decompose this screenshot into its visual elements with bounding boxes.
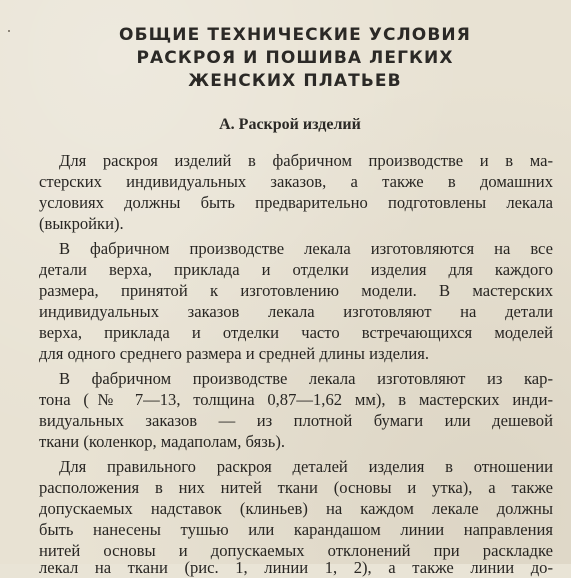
section-title: А. Раскрой изделий (219, 116, 361, 133)
heading-line-3: ЖЕНСКИХ ПЛАТЬЕВ (188, 71, 402, 91)
paragraph-3-line-1: В фабричном производстве лекала изготовляют из кар- (59, 369, 553, 388)
paragraph-1-line-3: условиях должны быть предварительно подготовлены лекала (39, 193, 553, 212)
paragraph-2-line-5: верха, приклада и отделки часто встречающихся моделей (39, 323, 553, 342)
paragraph-3-line-3: видуальных заказов — из плотной бумаги или дешевой (39, 411, 553, 430)
paragraph-1-line-1: Для раскроя изделий в фабричном производстве и в ма- (59, 151, 553, 170)
paragraph-4-line-6: лекал на ткани (рис. 1, линии 1, 2), а также линии до- (39, 558, 553, 577)
paragraph-2-line-4: индивидуальных заказов лекала изготовляют на детали (39, 302, 553, 321)
paragraph-4-line-5: нитей основы и допускаемых отклонений при раскладке (39, 541, 553, 560)
paragraph-3-line-4: ткани (коленкор, мадаполам, бязь). (39, 432, 285, 451)
paragraph-2-line-6: для одного среднего размера и средней длины изделия. (39, 344, 429, 363)
paragraph-1-line-2: стерских индивидуальных заказов, а также в домашних (39, 172, 553, 191)
paragraph-4-line-3: допускаемых надставок (клиньев) на каждом лекале должны (39, 499, 553, 518)
paragraph-4-line-2: расположения в них нитей ткани (основы и утка), а также (39, 478, 553, 497)
paragraph-2-line-1: В фабричном производстве лекала изготовляются на все (59, 239, 553, 258)
paragraph-1-line-4: (выкройки). (39, 214, 124, 233)
print-speck (8, 30, 10, 32)
heading-line-1: ОБЩИЕ ТЕХНИЧЕСКИЕ УСЛОВИЯ (119, 25, 471, 45)
heading-line-2: РАСКРОЯ И ПОШИВА ЛЕГКИХ (136, 48, 454, 68)
paragraph-2-line-2: детали верха, приклада и отделки изделия для каждого (39, 260, 553, 279)
paragraph-2-line-3: размера, принятой к изготовлению модели. В мастерских (39, 281, 553, 300)
paragraph-4-line-1: Для правильного раскроя деталей изделия в отношении (59, 457, 553, 476)
paragraph-4-line-4: быть нанесены тушью или карандашом линии направления (39, 520, 553, 539)
paragraph-3-line-2: тона (№ 7—13, толщина 0,87—1,62 мм), в мастерских инди- (39, 390, 553, 409)
